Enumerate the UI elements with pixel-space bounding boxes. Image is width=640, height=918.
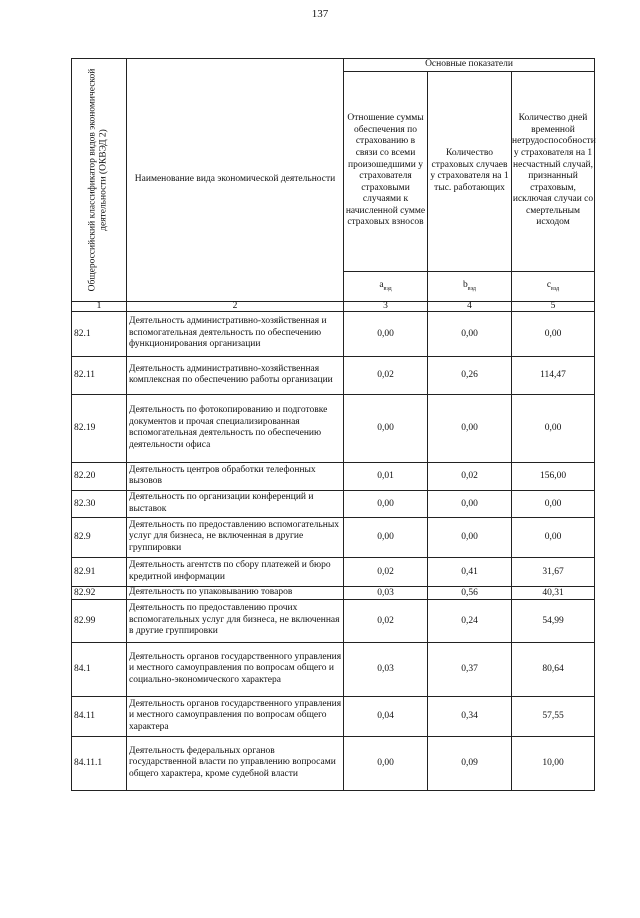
- value-b: 0,56: [428, 586, 512, 599]
- okved-code: 84.1: [72, 642, 127, 696]
- column-a-header: Отношение суммы обеспечения по страхованию в связи со всеми произошедшими у страхователя страховыми случаями к начисленной сумме страховых взносов: [344, 71, 428, 271]
- okved-code: 82.91: [72, 557, 127, 586]
- value-b: 0,09: [428, 736, 512, 790]
- column-c-header: Количество дней временной нетрудоспособности у страхователя на 1 несчастный случай, признанный страховым, исключая случаи со смертельным исходом: [512, 71, 595, 271]
- value-a: 0,02: [344, 356, 428, 394]
- symbol-b: $b_{вэд}$: [428, 271, 512, 301]
- activity-name: Деятельность центров обработки телефонных вызовов: [127, 462, 344, 490]
- value-b: 0,00: [428, 517, 512, 557]
- activity-name: Деятельность по организации конференций и выставок: [127, 490, 344, 517]
- value-c: 0,00: [512, 517, 595, 557]
- value-a: 0,03: [344, 586, 428, 599]
- value-c: 0,00: [512, 490, 595, 517]
- activity-name: Деятельность федеральных органов государственной власти по управлению вопросами общего характера, кроме судебной власти: [127, 736, 344, 790]
- activity-name-column-header: Наименование вида экономической деятельности: [127, 59, 344, 302]
- table-row: [72, 557, 595, 586]
- value-c: 57,55: [512, 696, 595, 736]
- value-c: 114,47: [512, 356, 595, 394]
- activity-name: Деятельность органов государственного управления и местного самоуправления по вопросам общего и социально-экономического характера: [127, 642, 344, 696]
- table-row: [72, 394, 595, 462]
- page-number: 137: [311, 8, 329, 20]
- okved-code: 82.19: [72, 394, 127, 462]
- table-row: [72, 599, 595, 642]
- table-row: [72, 462, 595, 490]
- table-row: [72, 517, 595, 557]
- value-b: 0,37: [428, 642, 512, 696]
- column-number: 4: [428, 301, 512, 311]
- column-number: 1: [72, 301, 127, 311]
- table-row: [72, 356, 595, 394]
- value-c: 10,00: [512, 736, 595, 790]
- table-row: [72, 736, 595, 790]
- main-indicators-header: Основные показатели: [344, 59, 595, 72]
- okved-code: 82.92: [72, 586, 127, 599]
- activity-name: Деятельность агентств по сбору платежей и бюро кредитной информации: [127, 557, 344, 586]
- activity-name: Деятельность административно-хозяйственная комплексная по обеспечению работы организации: [127, 356, 344, 394]
- okved-code: 84.11: [72, 696, 127, 736]
- table-row: [72, 696, 595, 736]
- okved-column-header: [72, 59, 127, 302]
- value-a: 0,00: [344, 394, 428, 462]
- value-c: 54,99: [512, 599, 595, 642]
- symbol-a: $a_{вэд}$: [344, 271, 428, 301]
- value-c: 0,00: [512, 394, 595, 462]
- activity-name: Деятельность по предоставлению вспомогательных услуг для бизнеса, не включенная в другие группировки: [127, 517, 344, 557]
- value-a: 0,01: [344, 462, 428, 490]
- value-c: 80,64: [512, 642, 595, 696]
- value-b: 0,41: [428, 557, 512, 586]
- value-a: 0,00: [344, 490, 428, 517]
- okved-code: 82.9: [72, 517, 127, 557]
- table-row: [72, 490, 595, 517]
- value-c: 31,67: [512, 557, 595, 586]
- okved-code: 82.11: [72, 356, 127, 394]
- value-b: 0,00: [428, 311, 512, 356]
- value-b: 0,00: [428, 490, 512, 517]
- value-b: 0,24: [428, 599, 512, 642]
- okved-header-text: Общероссийский классификатор видов экономической деятельности (ОКВЭД 2): [87, 68, 109, 292]
- okved-code: 82.1: [72, 311, 127, 356]
- table-row: [72, 311, 595, 356]
- activity-name: Деятельность по фотокопированию и подготовке документов и прочая специализированная вспомогательная деятельность по обеспечению деятельности офиса: [127, 394, 344, 462]
- value-a: 0,02: [344, 599, 428, 642]
- value-b: 0,26: [428, 356, 512, 394]
- column-number: 3: [344, 301, 428, 311]
- table-row: [72, 642, 595, 696]
- okved-code: 82.30: [72, 490, 127, 517]
- activity-name: Деятельность административно-хозяйственная и вспомогательная деятельность по обеспечению функционирования организации: [127, 311, 344, 356]
- value-c: 0,00: [512, 311, 595, 356]
- value-b: 0,34: [428, 696, 512, 736]
- okved-code: 82.99: [72, 599, 127, 642]
- column-number: 5: [512, 301, 595, 311]
- value-b: 0,02: [428, 462, 512, 490]
- value-a: 0,04: [344, 696, 428, 736]
- activity-name: Деятельность по упаковыванию товаров: [127, 586, 344, 599]
- table-row: [72, 586, 595, 599]
- value-b: 0,00: [428, 394, 512, 462]
- value-c: 156,00: [512, 462, 595, 490]
- column-b-header: Количество страховых случаев у страхователя на 1 тыс. работающих: [428, 71, 512, 271]
- column-number: 2: [127, 301, 344, 311]
- activity-name: Деятельность по предоставлению прочих вспомогательных услуг для бизнеса, не включенная в другие группировки: [127, 599, 344, 642]
- okved-code: 84.11.1: [72, 736, 127, 790]
- symbol-c: $c_{вэд}$: [512, 271, 595, 301]
- value-a: 0,00: [344, 517, 428, 557]
- value-c: 40,31: [512, 586, 595, 599]
- value-a: 0,02: [344, 557, 428, 586]
- indicators-table: [71, 58, 595, 791]
- value-a: 0,00: [344, 736, 428, 790]
- activity-name: Деятельность органов государственного управления и местного самоуправления по вопросам общего характера: [127, 696, 344, 736]
- okved-code: 82.20: [72, 462, 127, 490]
- value-a: 0,00: [344, 311, 428, 356]
- value-a: 0,03: [344, 642, 428, 696]
